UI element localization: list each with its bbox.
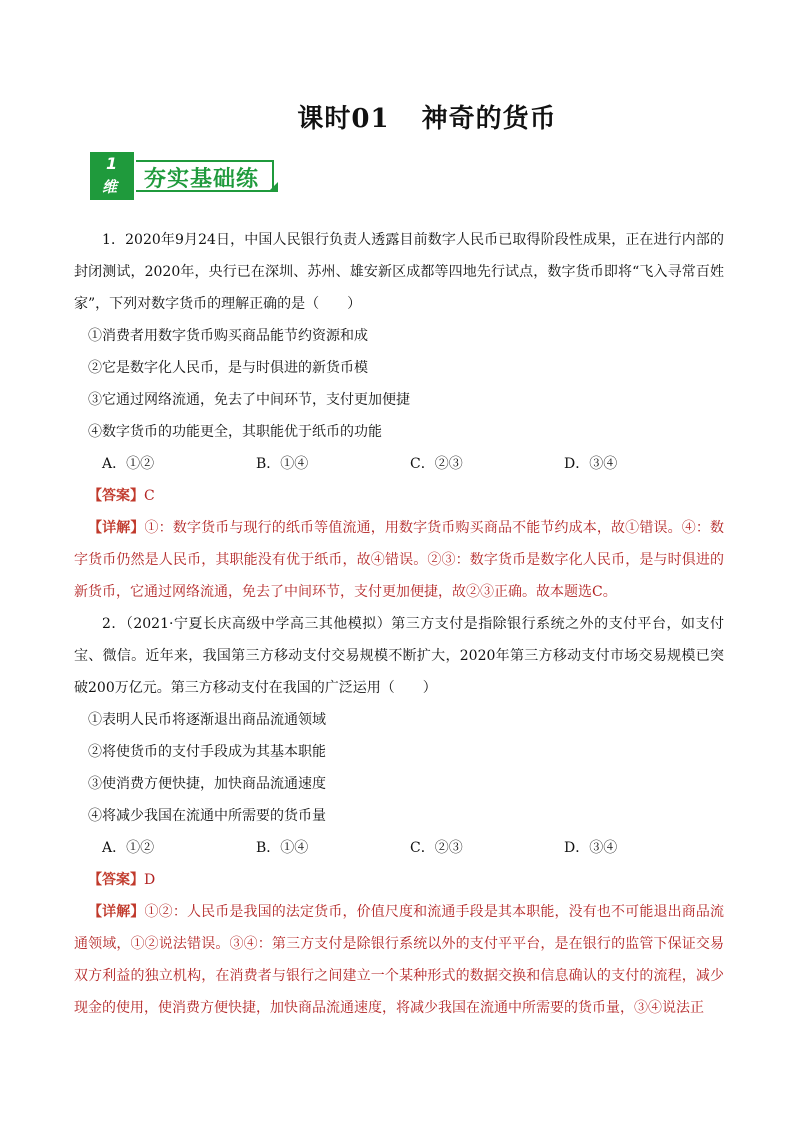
answer-label: 【答案】 — [88, 488, 144, 504]
explain-label: 【详解】 — [88, 520, 145, 536]
choice-c: C．②③ — [410, 840, 463, 856]
explain-text: ①②：人民币是我国的法定货币，价值尺度和流通手段是其本职能，没有也不可能退出商品流通领域，①②说法错误。③④：第三方支付是除银行系统以外的支付平平台，是在银行的监管下保证交易双方利益的独立机构，在消费者与银行之间建立一个某种形式的数据交换和信息确认的支付的流程，减少现金的使用，使消费方便快捷，加快商品流通速度，将减少我国在流通中所需要的货币量，③④说法正 — [74, 904, 724, 1016]
answer-value: C — [144, 488, 155, 504]
section-badge — [90, 152, 286, 200]
answer-line — [74, 864, 724, 896]
choice-d: D．③④ — [564, 456, 618, 472]
choice-c: C．②③ — [410, 456, 463, 472]
answer-choices — [74, 832, 724, 864]
question-option: ④数字货币的功能更全，其职能优于纸币的功能 — [88, 424, 382, 440]
choice-b: B．①④ — [256, 840, 309, 856]
choice-b: B．①④ — [256, 456, 309, 472]
questions — [74, 224, 724, 1024]
badge-label: 夯实基础练 — [144, 167, 260, 192]
badge-box — [90, 152, 134, 200]
question-option: ①表明人民币将逐渐退出商品流通领域 — [88, 712, 326, 728]
choice-a: A．①② — [102, 456, 155, 472]
question-option: ③使消费方便快捷，加快商品流通速度 — [88, 776, 326, 792]
question-option: ②将使货币的支付手段成为其基本职能 — [88, 744, 326, 760]
choice-d: D．③④ — [564, 840, 618, 856]
lesson-name: 神奇的货币 — [421, 104, 557, 134]
badge-dimension: 维 — [102, 178, 118, 196]
badge-number: 1 — [106, 154, 118, 173]
lesson-number: 课时01 — [297, 104, 390, 134]
question-option: ②它是数字化人民币，是与时俱进的新货币模 — [88, 360, 368, 376]
answer-label: 【答案】 — [88, 872, 144, 888]
choice-a: A．①② — [102, 840, 155, 856]
answer-choices — [74, 448, 724, 480]
question-stem: 2．（2021·宁夏长庆高级中学高三其他模拟）第三方支付是指除银行系统之外的支付平台，如支付宝、微信。近年来，我国第三方移动支付交易规模不断扩大，2020年第三方移动支付市场交易规模已突破200万亿元。第三方移动支付在我国的广泛运用（ ） — [74, 616, 724, 696]
explain-text: ①：数字货币与现行的纸币等值流通，用数字货币购买商品不能节约成本，故①错误。④：数字货币仍然是人民币，其职能没有优于纸币，故④错误。②③：数字货币是数字化人民币，是与时俱进的新货币，它通过网络流通，免去了中间环节，支付更加便捷，故②③正确。故本题选C。 — [74, 520, 724, 600]
badge-corner — [268, 182, 278, 192]
question-option: ③它通过网络流通，免去了中间环节，支付更加便捷 — [88, 392, 410, 408]
question-option: ④将减少我国在流通中所需要的货币量 — [88, 808, 326, 824]
answer-value: D — [144, 872, 156, 888]
page-title — [0, 98, 794, 135]
question-option: ①消费者用数字货币购买商品能节约资源和成 — [88, 328, 368, 344]
explanation — [74, 512, 724, 608]
answer-line — [74, 480, 724, 512]
explain-label: 【详解】 — [88, 904, 145, 920]
explanation — [74, 896, 724, 1024]
question-stem: 1．2020年9月24日，中国人民银行负责人透露目前数字人民币已取得阶段性成果，正在进行内部的封闭测试，2020年，央行已在深圳、苏州、雄安新区成都等四地先行试点，数字货币即将“飞入寻常百姓家”，下列对数字货币的理解正确的是（ ） — [74, 232, 724, 312]
